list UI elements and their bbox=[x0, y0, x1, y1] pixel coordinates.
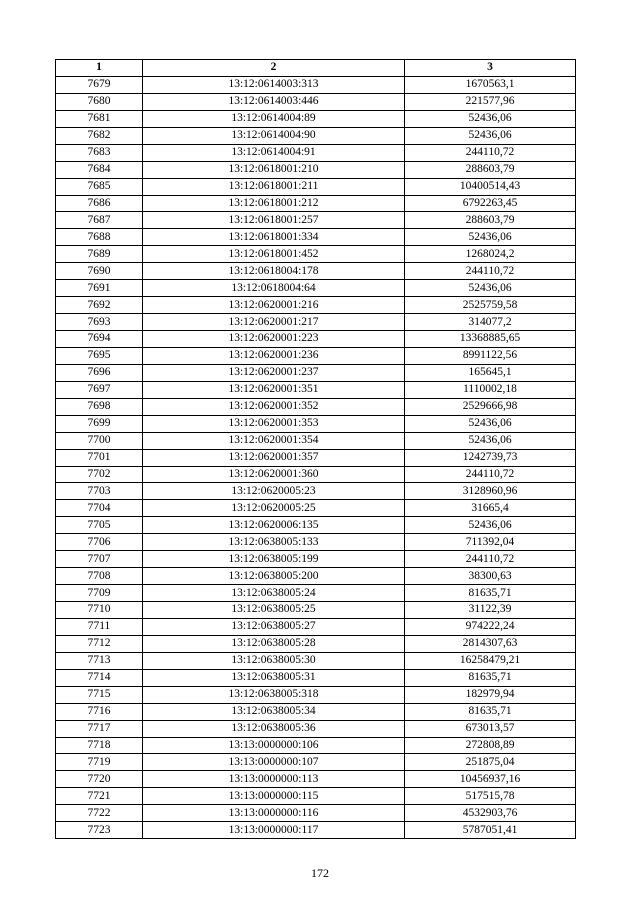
cadastral-number-cell: 13:12:0638005:318 bbox=[143, 686, 405, 703]
table-row bbox=[56, 331, 576, 348]
page-number: 172 bbox=[311, 866, 329, 880]
table-row bbox=[56, 737, 576, 754]
table-row bbox=[56, 161, 576, 178]
cadastral-number-cell: 13:12:0638005:34 bbox=[143, 703, 405, 720]
row-number-cell: 7708 bbox=[56, 568, 143, 585]
cadastral-number-cell: 13:12:0614004:89 bbox=[143, 110, 405, 127]
table-row bbox=[56, 822, 576, 839]
row-number-cell: 7695 bbox=[56, 347, 143, 364]
value-cell: 81635,71 bbox=[405, 669, 576, 686]
table-row bbox=[56, 534, 576, 551]
cadastral-number-cell: 13:12:0638005:200 bbox=[143, 568, 405, 585]
value-cell: 4532903,76 bbox=[405, 805, 576, 822]
row-number-cell: 7690 bbox=[56, 263, 143, 280]
row-number-cell: 7714 bbox=[56, 669, 143, 686]
column-header-2: 2 bbox=[143, 60, 405, 77]
table-row bbox=[56, 618, 576, 635]
cadastral-number-cell: 13:12:0618001:334 bbox=[143, 229, 405, 246]
table-row bbox=[56, 347, 576, 364]
row-number-cell: 7691 bbox=[56, 280, 143, 297]
row-number-cell: 7689 bbox=[56, 246, 143, 263]
row-number-cell: 7681 bbox=[56, 110, 143, 127]
value-cell: 3128960,96 bbox=[405, 483, 576, 500]
table-row bbox=[56, 263, 576, 280]
cadastral-number-cell: 13:12:0638005:28 bbox=[143, 635, 405, 652]
value-cell: 52436,06 bbox=[405, 280, 576, 297]
table-row bbox=[56, 635, 576, 652]
table-row bbox=[56, 500, 576, 517]
column-header-1: 1 bbox=[56, 60, 143, 77]
value-cell: 2529666,98 bbox=[405, 398, 576, 415]
table-row bbox=[56, 314, 576, 331]
value-cell: 288603,79 bbox=[405, 161, 576, 178]
table-row bbox=[56, 703, 576, 720]
table-row bbox=[56, 93, 576, 110]
cadastral-number-cell: 13:12:0618001:452 bbox=[143, 246, 405, 263]
value-cell: 38300,63 bbox=[405, 568, 576, 585]
table-row bbox=[56, 788, 576, 805]
value-cell: 314077,2 bbox=[405, 314, 576, 331]
cadastral-number-cell: 13:12:0620001:351 bbox=[143, 381, 405, 398]
value-cell: 165645,1 bbox=[405, 364, 576, 381]
table-row bbox=[56, 246, 576, 263]
row-number-cell: 7686 bbox=[56, 195, 143, 212]
value-cell: 288603,79 bbox=[405, 212, 576, 229]
table-row bbox=[56, 585, 576, 602]
cadastral-number-cell: 13:13:0000000:106 bbox=[143, 737, 405, 754]
row-number-cell: 7721 bbox=[56, 788, 143, 805]
cadastral-number-cell: 13:12:0620005:25 bbox=[143, 500, 405, 517]
value-cell: 1670563,1 bbox=[405, 76, 576, 93]
value-cell: 10456937,16 bbox=[405, 771, 576, 788]
cadastral-number-cell: 13:12:0618001:257 bbox=[143, 212, 405, 229]
cadastral-number-cell: 13:12:0620001:216 bbox=[143, 297, 405, 314]
row-number-cell: 7698 bbox=[56, 398, 143, 415]
row-number-cell: 7697 bbox=[56, 381, 143, 398]
cadastral-number-cell: 13:12:0620001:223 bbox=[143, 331, 405, 348]
row-number-cell: 7707 bbox=[56, 551, 143, 568]
row-number-cell: 7692 bbox=[56, 297, 143, 314]
table-row bbox=[56, 602, 576, 619]
cadastral-number-cell: 13:12:0618004:178 bbox=[143, 263, 405, 280]
cadastral-number-cell: 13:12:0614004:90 bbox=[143, 127, 405, 144]
table-row bbox=[56, 212, 576, 229]
table-row bbox=[56, 280, 576, 297]
cadastral-number-cell: 13:12:0638005:36 bbox=[143, 720, 405, 737]
table-row bbox=[56, 551, 576, 568]
table-row bbox=[56, 686, 576, 703]
table-row bbox=[56, 398, 576, 415]
value-cell: 8991122,56 bbox=[405, 347, 576, 364]
table-row bbox=[56, 754, 576, 771]
row-number-cell: 7722 bbox=[56, 805, 143, 822]
row-number-cell: 7719 bbox=[56, 754, 143, 771]
row-number-cell: 7716 bbox=[56, 703, 143, 720]
table-row bbox=[56, 568, 576, 585]
value-cell: 81635,71 bbox=[405, 585, 576, 602]
table-row bbox=[56, 483, 576, 500]
table-row bbox=[56, 771, 576, 788]
cadastral-number-cell: 13:12:0638005:25 bbox=[143, 602, 405, 619]
cadastral-number-cell: 13:12:0638005:30 bbox=[143, 652, 405, 669]
cadastral-number-cell: 13:12:0620001:352 bbox=[143, 398, 405, 415]
cadastral-number-cell: 13:13:0000000:116 bbox=[143, 805, 405, 822]
table-row bbox=[56, 720, 576, 737]
table-row bbox=[56, 415, 576, 432]
table-row bbox=[56, 669, 576, 686]
table-row bbox=[56, 178, 576, 195]
row-number-cell: 7682 bbox=[56, 127, 143, 144]
table-row bbox=[56, 127, 576, 144]
value-cell: 244110,72 bbox=[405, 551, 576, 568]
value-cell: 13368885,65 bbox=[405, 331, 576, 348]
value-cell: 244110,72 bbox=[405, 466, 576, 483]
row-number-cell: 7706 bbox=[56, 534, 143, 551]
cadastral-number-cell: 13:12:0620001:237 bbox=[143, 364, 405, 381]
row-number-cell: 7703 bbox=[56, 483, 143, 500]
value-cell: 673013,57 bbox=[405, 720, 576, 737]
row-number-cell: 7684 bbox=[56, 161, 143, 178]
row-number-cell: 7679 bbox=[56, 76, 143, 93]
row-number-cell: 7717 bbox=[56, 720, 143, 737]
value-cell: 31122,39 bbox=[405, 602, 576, 619]
value-cell: 251875,04 bbox=[405, 754, 576, 771]
row-number-cell: 7693 bbox=[56, 314, 143, 331]
cadastral-number-cell: 13:12:0638005:27 bbox=[143, 618, 405, 635]
row-number-cell: 7694 bbox=[56, 331, 143, 348]
value-cell: 182979,94 bbox=[405, 686, 576, 703]
value-cell: 52436,06 bbox=[405, 415, 576, 432]
table-body bbox=[56, 76, 576, 838]
row-number-cell: 7723 bbox=[56, 822, 143, 839]
column-header-3: 3 bbox=[405, 60, 576, 77]
row-number-cell: 7700 bbox=[56, 432, 143, 449]
table-row bbox=[56, 432, 576, 449]
row-number-cell: 7705 bbox=[56, 517, 143, 534]
table-header-row bbox=[56, 60, 576, 77]
value-cell: 52436,06 bbox=[405, 229, 576, 246]
table-row bbox=[56, 652, 576, 669]
table-row bbox=[56, 381, 576, 398]
table-row bbox=[56, 805, 576, 822]
value-cell: 272808,89 bbox=[405, 737, 576, 754]
value-cell: 52436,06 bbox=[405, 432, 576, 449]
row-number-cell: 7687 bbox=[56, 212, 143, 229]
row-number-cell: 7711 bbox=[56, 618, 143, 635]
value-cell: 1268024,2 bbox=[405, 246, 576, 263]
value-cell: 31665,4 bbox=[405, 500, 576, 517]
table-row bbox=[56, 364, 576, 381]
cadastral-number-cell: 13:12:0618004:64 bbox=[143, 280, 405, 297]
cadastral-number-cell: 13:13:0000000:115 bbox=[143, 788, 405, 805]
cadastral-number-cell: 13:12:0638005:199 bbox=[143, 551, 405, 568]
cadastral-number-cell: 13:12:0620001:354 bbox=[143, 432, 405, 449]
cadastral-number-cell: 13:12:0618001:210 bbox=[143, 161, 405, 178]
value-cell: 81635,71 bbox=[405, 703, 576, 720]
table-row bbox=[56, 297, 576, 314]
value-cell: 52436,06 bbox=[405, 110, 576, 127]
value-cell: 6792263,45 bbox=[405, 195, 576, 212]
cadastral-number-cell: 13:13:0000000:107 bbox=[143, 754, 405, 771]
value-cell: 517515,78 bbox=[405, 788, 576, 805]
cadastral-number-cell: 13:12:0638005:133 bbox=[143, 534, 405, 551]
row-number-cell: 7715 bbox=[56, 686, 143, 703]
value-cell: 1110002,18 bbox=[405, 381, 576, 398]
row-number-cell: 7712 bbox=[56, 635, 143, 652]
row-number-cell: 7683 bbox=[56, 144, 143, 161]
row-number-cell: 7710 bbox=[56, 602, 143, 619]
row-number-cell: 7704 bbox=[56, 500, 143, 517]
cadastral-number-cell: 13:12:0620001:236 bbox=[143, 347, 405, 364]
cadastral-number-cell: 13:12:0620005:23 bbox=[143, 483, 405, 500]
value-cell: 974222,24 bbox=[405, 618, 576, 635]
data-table bbox=[55, 59, 576, 839]
table-row bbox=[56, 229, 576, 246]
cadastral-number-cell: 13:12:0620001:217 bbox=[143, 314, 405, 331]
value-cell: 10400514,43 bbox=[405, 178, 576, 195]
row-number-cell: 7720 bbox=[56, 771, 143, 788]
cadastral-number-cell: 13:13:0000000:117 bbox=[143, 822, 405, 839]
cadastral-number-cell: 13:12:0620001:353 bbox=[143, 415, 405, 432]
cadastral-number-cell: 13:12:0618001:211 bbox=[143, 178, 405, 195]
cadastral-number-cell: 13:12:0618001:212 bbox=[143, 195, 405, 212]
row-number-cell: 7699 bbox=[56, 415, 143, 432]
cadastral-number-cell: 13:12:0620001:357 bbox=[143, 449, 405, 466]
value-cell: 711392,04 bbox=[405, 534, 576, 551]
row-number-cell: 7685 bbox=[56, 178, 143, 195]
value-cell: 5787051,41 bbox=[405, 822, 576, 839]
table-row bbox=[56, 144, 576, 161]
value-cell: 52436,06 bbox=[405, 517, 576, 534]
table-row bbox=[56, 110, 576, 127]
table-row bbox=[56, 76, 576, 93]
value-cell: 16258479,21 bbox=[405, 652, 576, 669]
row-number-cell: 7688 bbox=[56, 229, 143, 246]
row-number-cell: 7713 bbox=[56, 652, 143, 669]
table-row bbox=[56, 449, 576, 466]
cadastral-number-cell: 13:12:0614003:313 bbox=[143, 76, 405, 93]
row-number-cell: 7702 bbox=[56, 466, 143, 483]
value-cell: 244110,72 bbox=[405, 263, 576, 280]
table-row bbox=[56, 466, 576, 483]
value-cell: 244110,72 bbox=[405, 144, 576, 161]
row-number-cell: 7718 bbox=[56, 737, 143, 754]
value-cell: 221577,96 bbox=[405, 93, 576, 110]
row-number-cell: 7709 bbox=[56, 585, 143, 602]
value-cell: 2814307,63 bbox=[405, 635, 576, 652]
value-cell: 2525759,58 bbox=[405, 297, 576, 314]
cadastral-number-cell: 13:12:0614003:446 bbox=[143, 93, 405, 110]
row-number-cell: 7701 bbox=[56, 449, 143, 466]
row-number-cell: 7680 bbox=[56, 93, 143, 110]
cadastral-number-cell: 13:12:0638005:24 bbox=[143, 585, 405, 602]
cadastral-number-cell: 13:12:0614004:91 bbox=[143, 144, 405, 161]
cadastral-number-cell: 13:12:0620001:360 bbox=[143, 466, 405, 483]
value-cell: 52436,06 bbox=[405, 127, 576, 144]
table-row bbox=[56, 517, 576, 534]
cadastral-number-cell: 13:13:0000000:113 bbox=[143, 771, 405, 788]
cadastral-number-cell: 13:12:0620006:135 bbox=[143, 517, 405, 534]
table-row bbox=[56, 195, 576, 212]
value-cell: 1242739,73 bbox=[405, 449, 576, 466]
cadastral-number-cell: 13:12:0638005:31 bbox=[143, 669, 405, 686]
row-number-cell: 7696 bbox=[56, 364, 143, 381]
